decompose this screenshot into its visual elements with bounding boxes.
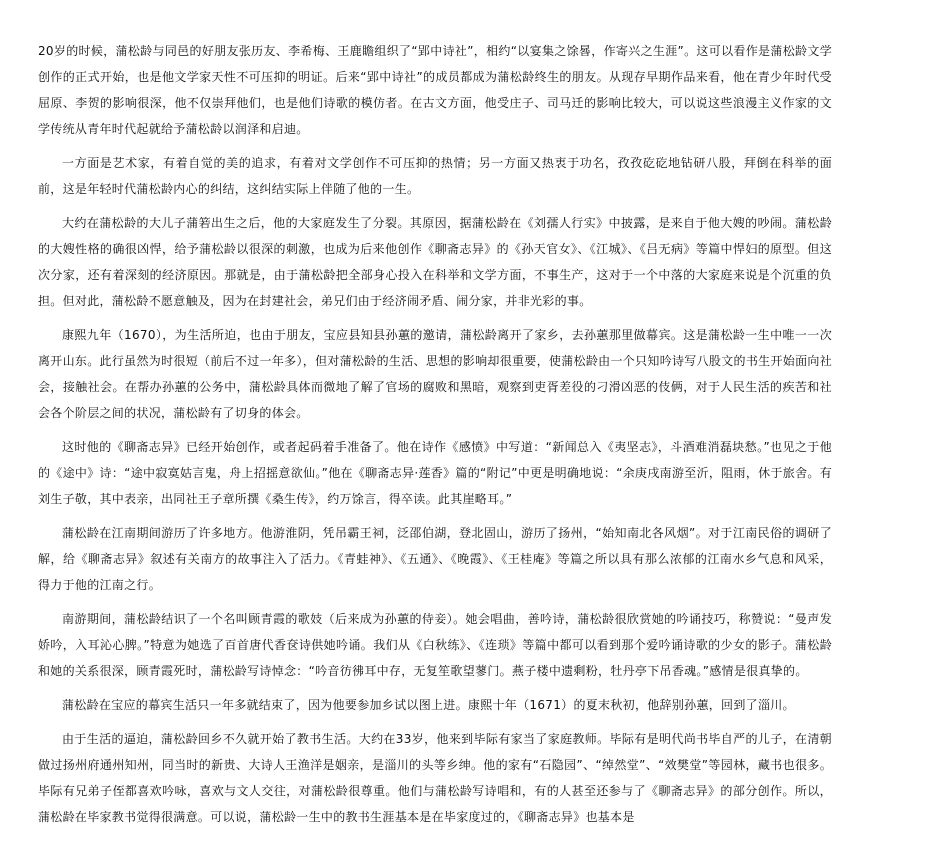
paragraph-9: 由于生活的逼迫，蒲松龄回乡不久就开始了教书生活。大约在33岁，他来到毕际有家当了家庭教师。毕际有是明代尚书毕自严的儿子，在清朝做过扬州府通州知州，同当时的新贵、大诗人王渔洋是姻亲，是淄川的头等乡绅。他的家有“石隐园”、“绰然堂”、“效樊堂”等园林，藏书也很多。毕际有兄弟子侄都喜欢吟咏，喜欢与文人交往，对蒲松龄很尊重。他们与蒲松龄写诗唱和，有的人甚至还参与了《聊斋志异》的部分创作。所以，蒲松龄在毕家教书觉得很满意。可以说，蒲松龄一生中的教书生涯基本是在毕家度过的，《聊斋志异》也基本是 — [38, 732, 832, 824]
paragraph-3: 大约在蒲松龄的大儿子蒲箬出生之后，他的大家庭发生了分裂。其原因，据蒲松龄在《刘孺人行实》中披露，是来自于他大嫂的吵闹。蒲松龄的大嫂性格的确很凶悍，给予蒲松龄以很深的刺激，也成为后来他创作《聊斋志异》的《孙天官女》、《江城》、《吕无病》等篇中悍妇的原型。但这次分家，还有着深刻的经济原因。那就是，由于蒲松龄把全部身心投入在科举和文学方面，不事生产，这对于一个中落的大家庭来说是个沉重的负担。但对此，蒲松龄不愿意触及，因为在封建社会，弟兄们由于经济闹矛盾、闹分家，并非光彩的事。 — [38, 216, 832, 308]
article-body — [38, 38, 832, 838]
paragraph-6: 蒲松龄在江南期间游历了许多地方。他游淮阴，凭吊霸王祠，泛邵伯湖，登北固山，游历了扬州，“始知南北各风烟”。对于江南民俗的调研了解，给《聊斋志异》叙述有关南方的故事注入了活力。《青蛙神》、《五通》、《晚霞》、《王桂庵》等篇之所以具有那么浓郁的江南水乡气息和风采，得力于他的江南之行。 — [38, 526, 832, 592]
paragraph-7: 南游期间，蒲松龄结识了一个名叫顾青霞的歌妓（后来成为孙蕙的侍妾）。她会唱曲，善吟诗，蒲松龄很欣赏她的吟诵技巧，称赞说：“曼声发娇吟，入耳沁心脾。”特意为她选了百首唐代香奁诗供她吟诵。我们从《白秋练》、《连琐》等篇中都可以看到那个爱吟诵诗歌的少女的影子。蒲松龄和她的关系很深，顾青霞死时，蒲松龄写诗悼念：“吟音彷彿耳中存，无复笙歌望蓼门。燕子楼中遗剩粉，牡丹亭下吊香魂。”感情是很真挚的。 — [38, 612, 832, 678]
paragraph-8: 蒲松龄在宝应的幕宾生活只一年多就结束了，因为他要参加乡试以图上进。康熙十年（1671）的夏末秋初，他辞别孙蕙，回到了淄川。 — [62, 698, 795, 712]
paragraph-5: 这时他的《聊斋志异》已经开始创作，或者起码着手准备了。他在诗作《感愤》中写道：“新闻总入《夷坚志》，斗酒难消磊块愁。”也见之于他的《途中》诗：“途中寂寞姑言鬼，舟上招摇意欲仙。”他在《聊斋志异·莲香》篇的“附记”中更是明确地说：“余庚戌南游至沂，阻雨，休于旅舍。有刘生子敬，其中表亲，出同社王子章所撰《桑生传》，约万馀言，得卒读。此其崖略耳。” — [38, 440, 832, 506]
paragraph-1: 20岁的时候，蒲松龄与同邑的好朋友张历友、李希梅、王鹿瞻组织了“郢中诗社”，相约“以宴集之馀晷，作寄兴之生涯”。这可以看作是蒲松龄文学创作的正式开始，也是他文学家天性不可压抑的明证。后来“郢中诗社”的成员都成为蒲松龄终生的朋友。从现存早期作品来看，他在青少年时代受屈原、李贺的影响很深，他不仅崇拜他们，也是他们诗歌的模仿者。在古文方面，他受庄子、司马迁的影响比较大，可以说这些浪漫主义作家的文学传统从青年时代起就给予蒲松龄以润泽和启迪。 — [38, 44, 832, 136]
paragraph-2: 一方面是艺术家，有着自觉的美的追求，有着对文学创作不可压抑的热情；另一方面又热衷于功名，孜孜矻矻地钻研八股，拜倒在科举的面前，这是年轻时代蒲松龄内心的纠结，这纠结实际上伴随了他的一生。 — [38, 156, 832, 196]
paragraph-4: 康熙九年（1670），为生活所迫，也由于朋友，宝应县知县孙蕙的邀请，蒲松龄离开了家乡，去孙蕙那里做幕宾。这是蒲松龄一生中唯一一次离开山东。此行虽然为时很短（前后不过一年多），但对蒲松龄的生活、思想的影响却很重要，使蒲松龄由一个只知吟诗写八股文的书生开始面向社会，接触社会。在帮办孙蕙的公务中，蒲松龄具体而微地了解了官场的腐败和黑暗，观察到吏胥差役的刁滑凶恶的伎俩，对于人民生活的疾苦和社会各个阶层之间的状况，蒲松龄有了切身的体会。 — [38, 328, 832, 420]
